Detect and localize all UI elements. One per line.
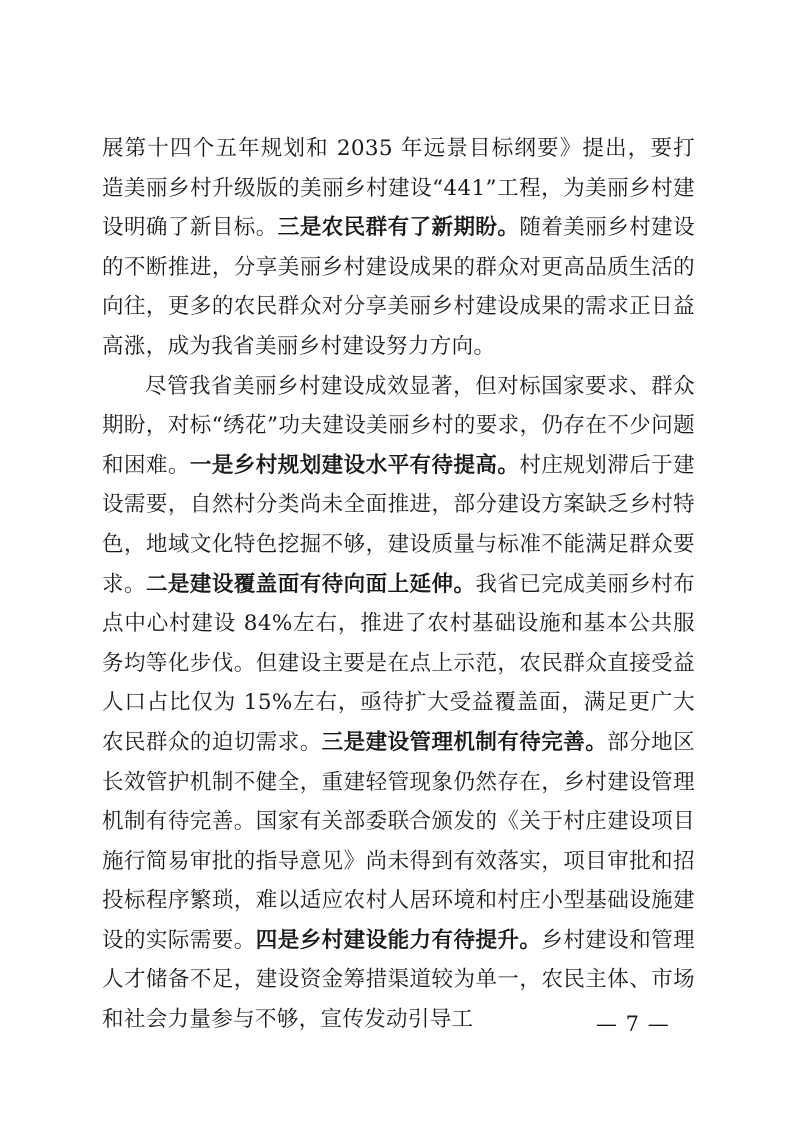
paragraph-2 xyxy=(102,367,695,1040)
paragraph-2-heading-3: 三是建设管理机制有待完善。 xyxy=(321,729,608,755)
paragraph-1-text-2: 随着美丽乡村建设的不断推进，分享美丽乡村建设成果的群众对更高品质生活的向往，更多的农民群众对分享美丽乡村建设成果的需求正日益高涨，成为我省美丽乡村建设努力方向。 xyxy=(102,215,695,359)
paragraph-2-heading-2: 二是建设覆盖面有待向面上延伸。 xyxy=(145,571,476,597)
page-number: — 7 — xyxy=(596,1012,670,1036)
paragraph-2-intro: 尽管我省美丽乡村建设成效显著，但对标国家要求、群众期盼，对标“绣花”功夫建设美丽乡村的要求，仍存在不少问题和困难。 xyxy=(102,373,695,478)
paragraph-2-text-1: 村庄规划滞后于建设需要，自然村分类尚未全面推进，部分建设方案缺乏乡村特色，地域文化特色挖掘不够，建设质量与标准不能满足群众要求。 xyxy=(102,452,695,597)
paragraph-2-heading-1: 一是乡村规划建设水平有待提高。 xyxy=(189,452,520,478)
paragraph-1-text-1: 展第十四个五年规划和 2035 年远景目标纲要》提出，要打造美丽乡村升级版的美丽乡村建设“441”工程，为美丽乡村建设明确了新目标。 xyxy=(102,136,695,241)
paragraph-1 xyxy=(102,129,695,367)
paragraph-2-heading-4: 四是乡村建设能力有待提升。 xyxy=(255,927,542,953)
paragraph-2-text-3: 部分地区长效管护机制不健全，重建轻管现象仍然存在，乡村建设管理机制有待完善。国家有关部委联合颁发的《关于村庄建设项目施行简易审批的指导意见》尚未得到有效落实，项目审批和招投标程序繁琐，难以适应农村人居环境和村庄小型基础设施建设的实际需要。 xyxy=(102,729,695,953)
body-text xyxy=(102,129,695,1040)
paragraph-2-text-4: 乡村建设和管理人才储备不足，建设资金筹措渠道较为单一，农民主体、市场和社会力量参与不够，宣传发动引导工 xyxy=(102,927,696,1033)
paragraph-2-text-2: 我省已完成美丽乡村布点中心村建设 84%左右，推进了农村基础设施和基本公共服务均等化步伐。但建设主要是在点上示范，农民群众直接受益人口占比仅为 15%左右，亟待扩大受益覆盖面，满足更广大农民群众的迫切需求。 xyxy=(102,571,695,755)
paragraph-1-heading-3: 三是农民群有了新期盼。 xyxy=(277,215,520,241)
